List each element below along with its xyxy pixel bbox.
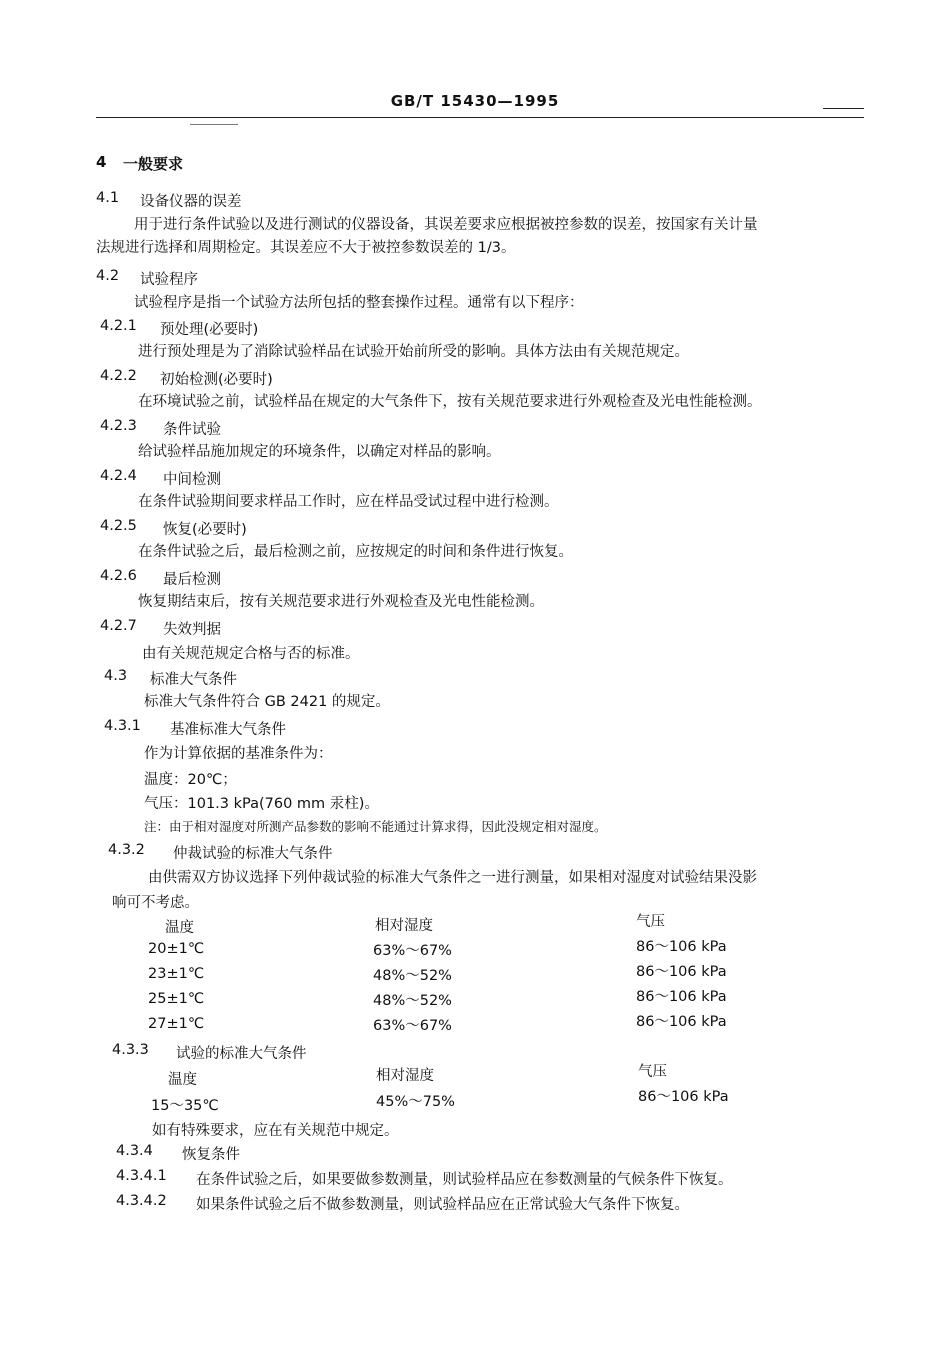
clause-4-2-7-number: 4.2.7: [100, 618, 137, 634]
clause-4-2-5-title: 恢复(必要时): [163, 522, 247, 538]
clause-4-3-2-title: 仲裁试验的标准大气条件: [173, 846, 333, 862]
document-code: GB/T 15430—1995: [390, 92, 560, 110]
clause-4-3-3-number: 4.3.3: [112, 1042, 149, 1058]
header-subrule: [190, 124, 238, 125]
header-rule: [96, 117, 864, 118]
table-4-3-2-row-1-humidity: 63%～67%: [373, 943, 452, 959]
clause-4-1-title: 设备仪器的误差: [140, 194, 242, 210]
table-4-3-2-header-humidity: 相对湿度: [375, 918, 433, 934]
table-4-3-2-row-1-pressure: 86～106 kPa: [636, 939, 727, 955]
table-4-3-2-row-4-pressure: 86～106 kPa: [636, 1014, 727, 1030]
table-4-3-3-header-temperature: 温度: [168, 1072, 197, 1088]
clause-4-2-title: 试验程序: [140, 272, 198, 288]
clause-4-3-1-line-1: 作为计算依据的基准条件为：: [144, 746, 333, 762]
clause-4-1-line-1: 用于进行条件试验以及进行测试的仪器设备，其误差要求应根据被控参数的误差，按国家有关计量: [134, 217, 758, 233]
table-4-3-3-header-humidity: 相对湿度: [376, 1068, 434, 1084]
clause-4-2-6-text: 恢复期结束后，按有关规范要求进行外观检查及光电性能检测。: [138, 594, 544, 610]
table-4-3-2-row-2-temperature: 23±1℃: [148, 966, 205, 982]
clause-4-3-2-line-2: 响可不考虑。: [112, 895, 199, 911]
clause-4-2-1-number: 4.2.1: [100, 318, 137, 334]
clause-4-3-2-number: 4.3.2: [108, 842, 145, 858]
clause-4-1-number: 4.1: [96, 190, 120, 206]
table-4-3-3-row-temperature: 15～35℃: [151, 1098, 219, 1114]
clause-4-2-2-title: 初始检测(必要时): [160, 372, 273, 388]
clause-4-2-number: 4.2: [96, 268, 120, 284]
clause-4-2-1-title: 预处理(必要时): [160, 322, 259, 338]
clause-4-3-2-line-1: 由供需双方协议选择下列仲裁试验的标准大气条件之一进行测量，如果相对湿度对试验结果没影: [148, 870, 757, 886]
table-4-3-2-row-2-pressure: 86～106 kPa: [636, 964, 727, 980]
table-4-3-3-row-humidity: 45%～75%: [376, 1094, 455, 1110]
clause-4-3-4-title: 恢复条件: [182, 1147, 240, 1163]
clause-4-3-4-2-text: 如果条件试验之后不做参数测量，则试验样品应在正常试验大气条件下恢复。: [196, 1197, 689, 1213]
table-4-3-3-row-pressure: 86～106 kPa: [638, 1089, 729, 1105]
section-title: 一般要求: [123, 155, 184, 173]
section-number: 4: [96, 153, 107, 171]
clause-4-3-1-line-2: 温度：20℃；: [144, 772, 237, 788]
header-rule-mark: [823, 108, 864, 109]
clause-4-3-3-text: 如有特殊要求，应在有关规范中规定。: [152, 1123, 399, 1139]
table-4-3-2-row-3-pressure: 86～106 kPa: [636, 989, 727, 1005]
table-4-3-2-row-1-temperature: 20±1℃: [148, 941, 205, 957]
clause-4-2-5-text: 在条件试验之后，最后检测之前，应按规定的时间和条件进行恢复。: [138, 544, 573, 560]
clause-4-3-number: 4.3: [104, 668, 128, 684]
table-4-3-3-header-pressure: 气压: [638, 1064, 667, 1080]
clause-4-2-text: 试验程序是指一个试验方法所包括的整套操作过程。通常有以下程序：: [134, 295, 584, 311]
clause-4-3-4-number: 4.3.4: [116, 1143, 153, 1159]
clause-4-3-text: 标准大气条件符合 GB 2421 的规定。: [144, 694, 390, 710]
clause-4-1-line-2: 法规进行选择和周期检定。其误差应不大于被控参数误差的 1/3。: [96, 240, 516, 256]
clause-4-3-title: 标准大气条件: [150, 672, 237, 688]
clause-4-2-6-title: 最后检测: [163, 572, 221, 588]
clause-4-3-3-title: 试验的标准大气条件: [176, 1046, 307, 1062]
clause-4-2-3-number: 4.2.3: [100, 418, 137, 434]
clause-4-2-7-text: 由有关规范规定合格与否的标准。: [142, 646, 360, 662]
table-4-3-2-row-3-temperature: 25±1℃: [148, 991, 205, 1007]
clause-4-3-1-note: 注：由于相对湿度对所测产品参数的影响不能通过计算求得，因此没规定相对湿度。: [144, 819, 607, 834]
table-4-3-2-row-3-humidity: 48%～52%: [373, 993, 452, 1009]
clause-4-2-3-title: 条件试验: [163, 422, 221, 438]
clause-4-2-6-number: 4.2.6: [100, 568, 137, 584]
table-4-3-2-header-temperature: 温度: [165, 920, 194, 936]
table-4-3-2-row-2-humidity: 48%～52%: [373, 968, 452, 984]
clause-4-2-2-number: 4.2.2: [100, 368, 137, 384]
clause-4-2-1-text: 进行预处理是为了消除试验样品在试验开始前所受的影响。具体方法由有关规范规定。: [138, 344, 689, 360]
clause-4-2-4-number: 4.2.4: [100, 468, 137, 484]
clause-4-3-1-line-3: 气压：101.3 kPa(760 mm 汞柱)。: [144, 796, 379, 812]
clause-4-2-3-text: 给试验样品施加规定的环境条件，以确定对样品的影响。: [138, 444, 501, 460]
clause-4-2-2-text: 在环境试验之前，试验样品在规定的大气条件下，按有关规范要求进行外观检查及光电性能检测。: [138, 394, 762, 410]
clause-4-3-4-2-number: 4.3.4.2: [116, 1193, 167, 1209]
table-4-3-2-header-pressure: 气压: [636, 914, 665, 930]
clause-4-3-4-1-number: 4.3.4.1: [116, 1168, 167, 1184]
clause-4-3-1-title: 基准标准大气条件: [170, 722, 286, 738]
clause-4-3-4-1-text: 在条件试验之后，如果要做参数测量，则试验样品应在参数测量的气候条件下恢复。: [196, 1172, 733, 1188]
clause-4-2-4-title: 中间检测: [163, 472, 221, 488]
clause-4-2-4-text: 在条件试验期间要求样品工作时，应在样品受试过程中进行检测。: [138, 494, 559, 510]
clause-4-2-7-title: 失效判据: [163, 622, 221, 638]
table-4-3-2-row-4-humidity: 63%～67%: [373, 1018, 452, 1034]
clause-4-3-1-number: 4.3.1: [104, 718, 141, 734]
table-4-3-2-row-4-temperature: 27±1℃: [148, 1016, 205, 1032]
clause-4-2-5-number: 4.2.5: [100, 518, 137, 534]
